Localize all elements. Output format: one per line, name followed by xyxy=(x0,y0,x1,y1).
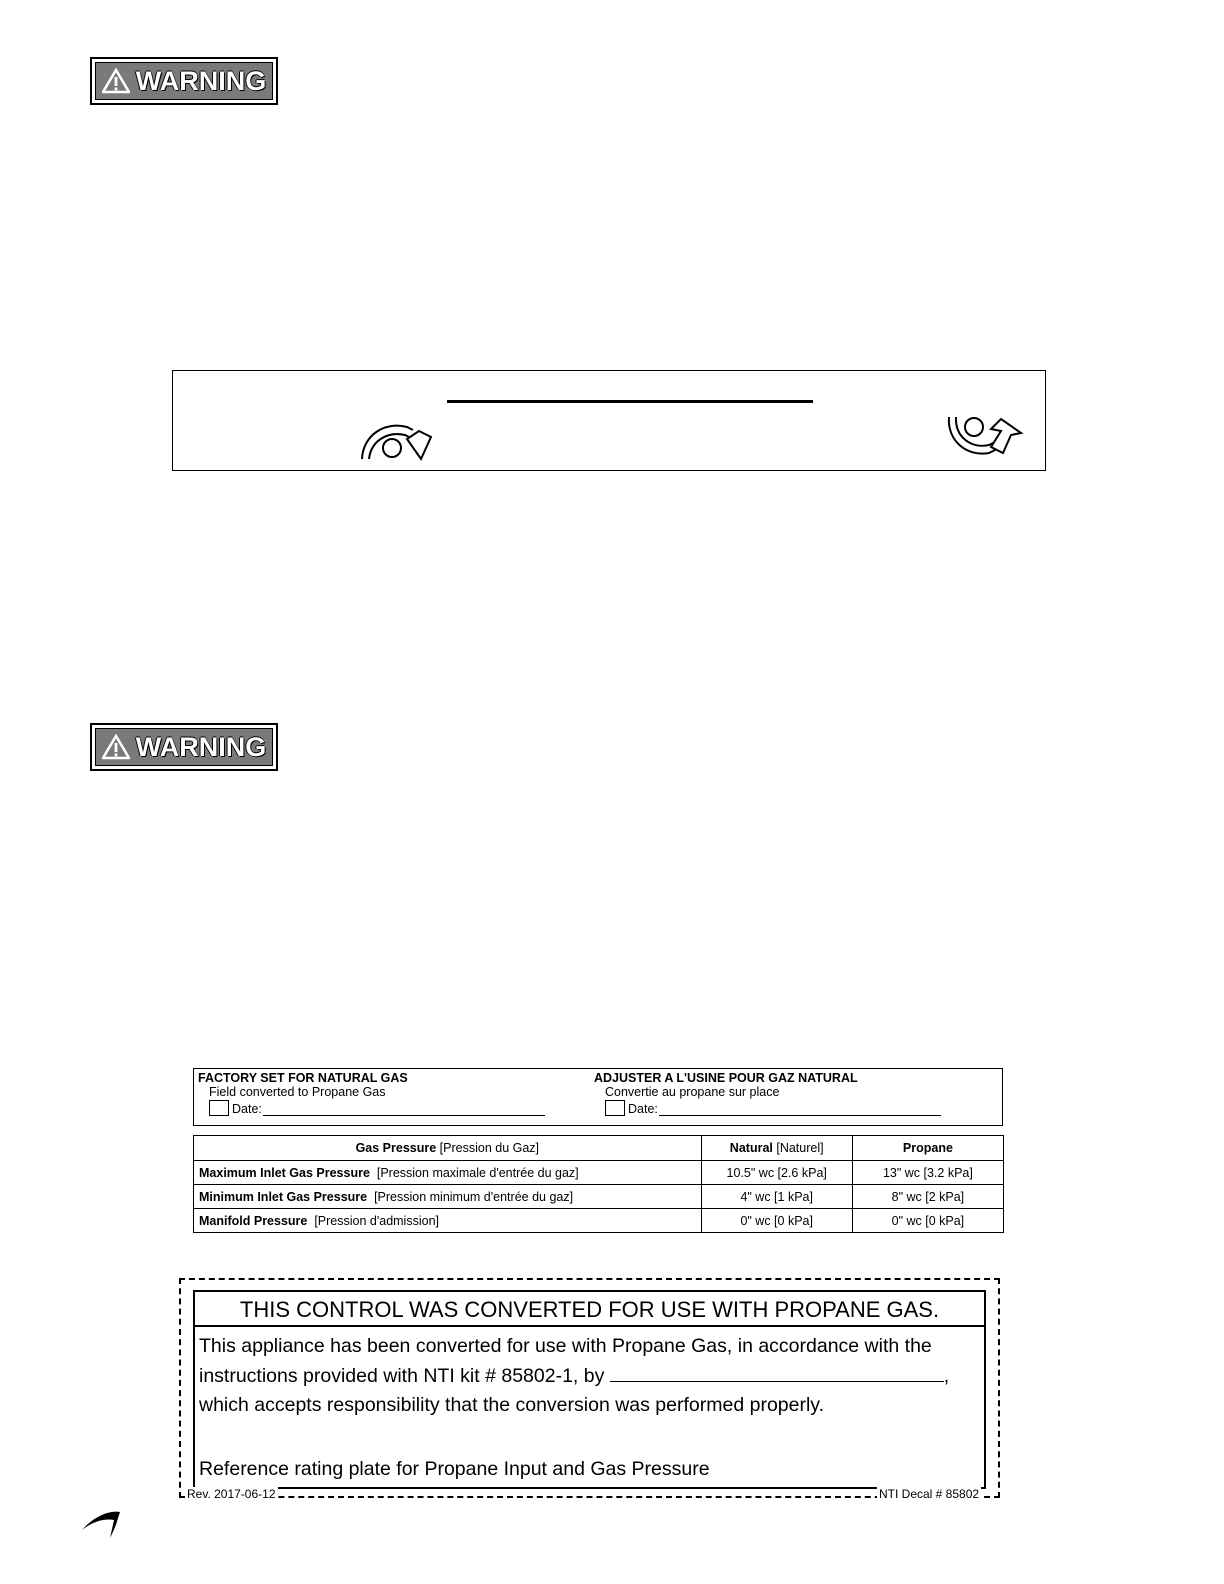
date-field[interactable] xyxy=(594,1100,941,1116)
gas-pressure-table xyxy=(193,1135,1004,1233)
warning-badge xyxy=(90,57,278,105)
column-header: Gas Pressure [Pression du Gaz] xyxy=(194,1136,702,1161)
factory-french xyxy=(594,1071,941,1116)
warning-triangle-icon xyxy=(102,734,130,760)
counterclockwise-arrow-icon xyxy=(945,413,1025,461)
converted-checkbox[interactable] xyxy=(605,1100,625,1116)
conversion-line: instructions provided with NTI kit # 85802-1, by , xyxy=(199,1361,980,1391)
factory-title: ADJUSTER A L'USINE POUR GAZ NATURAL xyxy=(594,1071,858,1085)
column-header: Propane xyxy=(852,1136,1003,1161)
table-row xyxy=(194,1209,1004,1233)
table-row xyxy=(194,1185,1004,1209)
natural-value: 0" wc [0 kPa] xyxy=(701,1209,852,1233)
date-line xyxy=(659,1103,941,1116)
conversion-line: This appliance has been converted for use with Propane Gas, in accordance with the xyxy=(199,1335,932,1357)
converted-checkbox[interactable] xyxy=(209,1100,229,1116)
brand-swoosh-logo xyxy=(80,1508,124,1540)
date-label: Date: xyxy=(232,1102,262,1116)
row-label: Minimum Inlet Gas Pressure [Pression minimum d'entrée du gaz] xyxy=(194,1185,702,1209)
conversion-title: THIS CONTROL WAS CONVERTED FOR USE WITH PROPANE GAS. xyxy=(195,1292,984,1327)
propane-value: 0" wc [0 kPa] xyxy=(852,1209,1003,1233)
table-header-row xyxy=(194,1136,1004,1161)
factory-subtitle: Convertie au propane sur place xyxy=(605,1085,780,1099)
natural-value: 4" wc [1 kPa] xyxy=(701,1185,852,1209)
propane-value: 8" wc [2 kPa] xyxy=(852,1185,1003,1209)
revision-text: Rev. 2017-06-12 xyxy=(187,1487,276,1501)
warning-label: WARNING xyxy=(135,65,267,96)
warning-label: WARNING xyxy=(135,731,267,762)
column-header: Natural [Naturel] xyxy=(701,1136,852,1161)
conversion-label xyxy=(193,1290,986,1489)
factory-set-box xyxy=(193,1068,1003,1126)
factory-english xyxy=(198,1071,545,1116)
decal-number: NTI Decal # 85802 xyxy=(879,1487,980,1501)
date-line xyxy=(263,1103,545,1116)
date-field[interactable] xyxy=(198,1100,545,1116)
conversion-line: which accepts responsibility that the conversion was performed properly. xyxy=(199,1394,825,1416)
natural-value: 10.5" wc [2.6 kPa] xyxy=(701,1161,852,1185)
table-row xyxy=(194,1161,1004,1185)
warning-triangle-icon xyxy=(102,68,130,94)
clockwise-arrow-icon xyxy=(357,417,435,463)
row-label: Maximum Inlet Gas Pressure [Pression maximale d'entrée du gaz] xyxy=(194,1161,702,1185)
title-rule xyxy=(447,400,813,403)
conversion-body xyxy=(199,1332,980,1420)
warning-badge xyxy=(90,723,278,771)
rotation-direction-box xyxy=(172,370,1046,471)
row-label: Manifold Pressure [Pression d'admission] xyxy=(194,1209,702,1233)
installer-name-line[interactable] xyxy=(610,1361,944,1382)
factory-title: FACTORY SET FOR NATURAL GAS xyxy=(198,1071,408,1085)
reference-note: Reference rating plate for Propane Input and Gas Pressure xyxy=(199,1458,710,1480)
propane-value: 13" wc [3.2 kPa] xyxy=(852,1161,1003,1185)
factory-subtitle: Field converted to Propane Gas xyxy=(209,1085,386,1099)
date-label: Date: xyxy=(628,1102,658,1116)
